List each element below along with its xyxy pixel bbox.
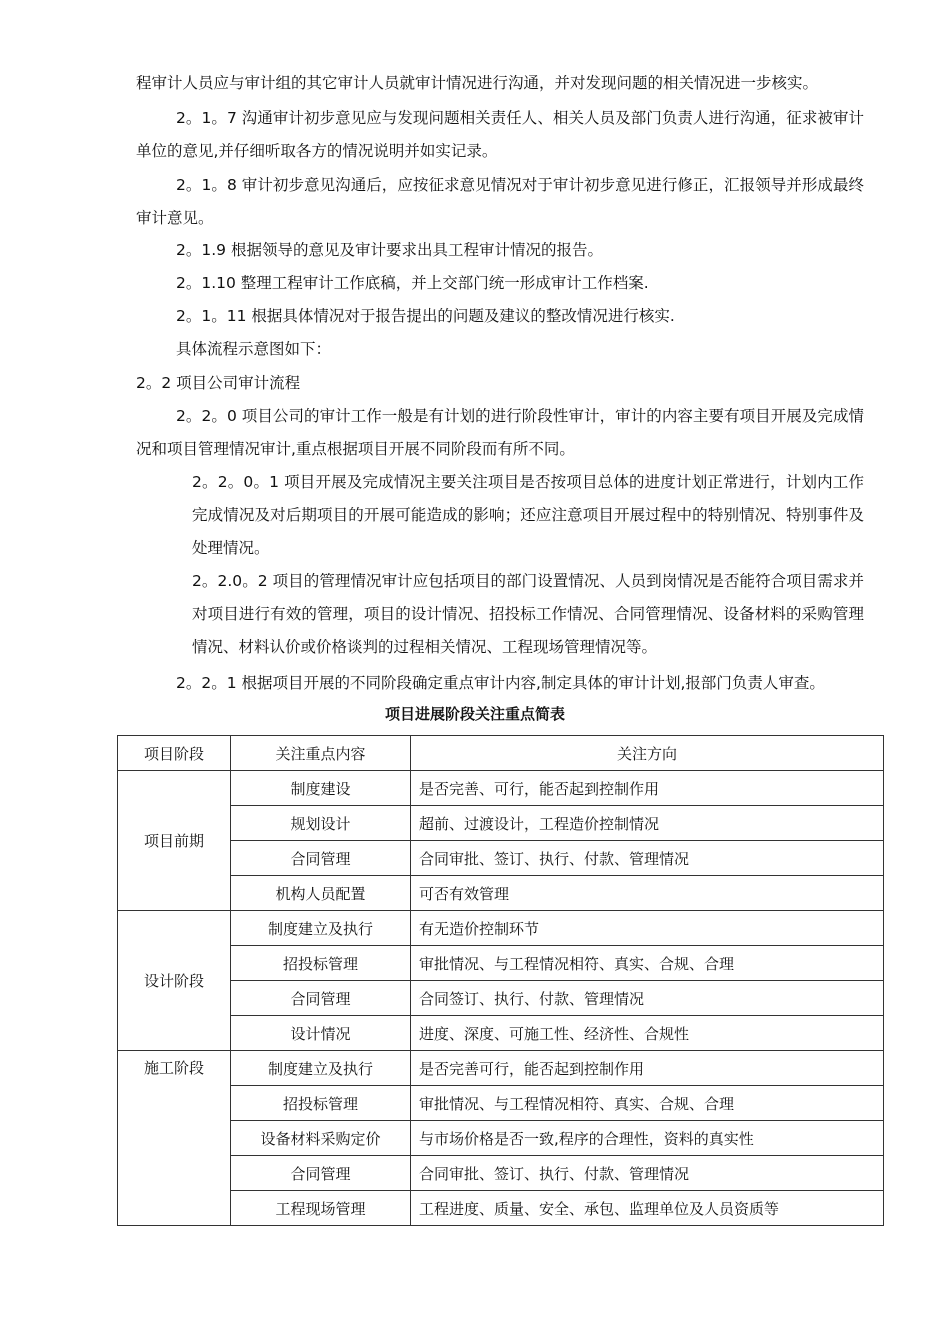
stage-cell: 项目前期 xyxy=(118,771,231,911)
table-row xyxy=(118,981,884,1016)
paragraph-2-1-7: 2。1。7 沟通审计初步意见应与发现问题相关责任人、相关人员及部门负责人进行沟通，征求被审计单位的意见,并仔细听取各方的情况说明并如实记录。 xyxy=(136,109,864,160)
table-caption: 项目进展阶段关注重点简表 xyxy=(384,705,565,723)
focus-item-cell: 合同管理 xyxy=(231,981,411,1016)
focus-direction-cell: 是否完善可行，能否起到控制作用 xyxy=(411,1051,884,1086)
paragraph-2-2-0-1: 2。2。0。1 项目开展及完成情况主要关注项目是否按项目总体的进度计划正常进行，计划内工作完成情况及对后期项目的开展可能造成的影响；还应注意项目开展过程中的特别情况、特别事件及处理情况。 xyxy=(192,473,864,557)
table-row xyxy=(118,911,884,946)
table-row xyxy=(118,1051,884,1086)
focus-direction-cell: 合同审批、签订、执行、付款、管理情况 xyxy=(411,1156,884,1191)
focus-direction-cell: 进度、深度、可施工性、经济性、合规性 xyxy=(411,1016,884,1051)
paragraph-2-2-0-2: 2。2.0。2 项目的管理情况审计应包括项目的部门设置情况、人员到岗情况是否能符合项目需求并对项目进行有效的管理，项目的设计情况、招投标工作情况、合同管理情况、设备材料的采购管理情况、材料认价或价格谈判的过程相关情况、工程现场管理情况等。 xyxy=(192,572,864,656)
header-stage: 项目阶段 xyxy=(118,736,231,771)
header-focus-direction: 关注方向 xyxy=(411,736,884,771)
paragraph-2-1-10: 2。1.10 整理工程审计工作底稿，并上交部门统一形成审计工作档案. xyxy=(176,274,649,292)
table-row xyxy=(118,1121,884,1156)
focus-direction-cell: 有无造价控制环节 xyxy=(411,911,884,946)
focus-item-cell: 制度建立及执行 xyxy=(231,911,411,946)
focus-item-cell: 招投标管理 xyxy=(231,1086,411,1121)
focus-item-cell: 设计情况 xyxy=(231,1016,411,1051)
table-row xyxy=(118,1191,884,1226)
focus-direction-cell: 可否有效管理 xyxy=(411,876,884,911)
focus-item-cell: 合同管理 xyxy=(231,1156,411,1191)
focus-item-cell: 规划设计 xyxy=(231,806,411,841)
table-row xyxy=(118,1016,884,1051)
table-row xyxy=(118,806,884,841)
focus-item-cell: 合同管理 xyxy=(231,841,411,876)
table-row xyxy=(118,946,884,981)
section-heading-2-2: 2。2 项目公司审计流程 xyxy=(136,374,301,392)
paragraph-continuation: 程审计人员应与审计组的其它审计人员就审计情况进行沟通，并对发现问题的相关情况进一步核实。 xyxy=(136,74,819,92)
paragraph-2-1-9: 2。1.9 根据领导的意见及审计要求出具工程审计情况的报告。 xyxy=(176,241,603,259)
paragraph-2-2-0: 2。2。0 项目公司的审计工作一般是有计划的进行阶段性审计，审计的内容主要有项目开展及完成情况和项目管理情况审计,重点根据项目开展不同阶段而有所不同。 xyxy=(136,407,864,458)
focus-direction-cell: 超前、过渡设计，工程造价控制情况 xyxy=(411,806,884,841)
paragraph-2-1-11: 2。1。11 根据具体情况对于报告提出的问题及建议的整改情况进行核实. xyxy=(176,307,675,325)
focus-direction-cell: 合同签订、执行、付款、管理情况 xyxy=(411,981,884,1016)
stage-focus-table xyxy=(117,735,884,1226)
focus-item-cell: 机构人员配置 xyxy=(231,876,411,911)
table-row xyxy=(118,771,884,806)
focus-direction-cell: 是否完善、可行，能否起到控制作用 xyxy=(411,771,884,806)
focus-direction-cell: 合同审批、签订、执行、付款、管理情况 xyxy=(411,841,884,876)
header-focus-content: 关注重点内容 xyxy=(231,736,411,771)
flowchart-intro: 具体流程示意图如下： xyxy=(176,340,332,358)
focus-item-cell: 招投标管理 xyxy=(231,946,411,981)
paragraph-2-2-1: 2。2。1 根据项目开展的不同阶段确定重点审计内容,制定具体的审计计划,报部门负责人审查。 xyxy=(176,674,825,692)
focus-direction-cell: 与市场价格是否一致,程序的合理性，资料的真实性 xyxy=(411,1121,884,1156)
paragraph-2-1-8: 2。1。8 审计初步意见沟通后，应按征求意见情况对于审计初步意见进行修正，汇报领导并形成最终审计意见。 xyxy=(136,176,864,227)
focus-direction-cell: 审批情况、与工程情况相符、真实、合规、合理 xyxy=(411,946,884,981)
focus-item-cell: 制度建设 xyxy=(231,771,411,806)
focus-direction-cell: 工程进度、质量、安全、承包、监理单位及人员资质等 xyxy=(411,1191,884,1226)
stage-cell: 施工阶段 xyxy=(118,1051,231,1226)
stage-cell: 设计阶段 xyxy=(118,911,231,1051)
table-row xyxy=(118,1156,884,1191)
focus-item-cell: 工程现场管理 xyxy=(231,1191,411,1226)
focus-item-cell: 设备材料采购定价 xyxy=(231,1121,411,1156)
focus-direction-cell: 审批情况、与工程情况相符、真实、合规、合理 xyxy=(411,1086,884,1121)
table-row xyxy=(118,876,884,911)
focus-item-cell: 制度建立及执行 xyxy=(231,1051,411,1086)
table-row xyxy=(118,1086,884,1121)
table-header-row xyxy=(118,736,884,771)
table-row xyxy=(118,841,884,876)
